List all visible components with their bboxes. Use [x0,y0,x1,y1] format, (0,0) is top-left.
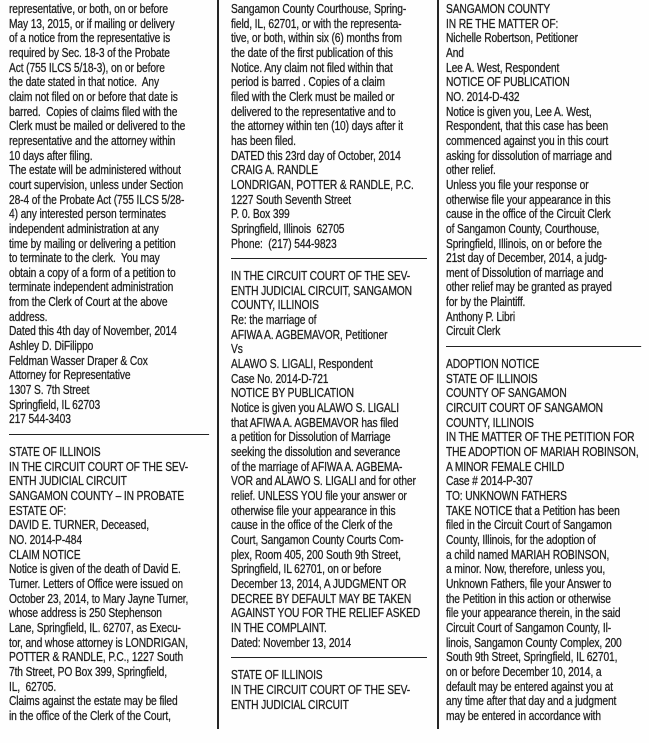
text-line: Attorney for Representative [9,368,131,383]
text-line: address. [9,309,48,324]
text-line: of a notice from the representative is [9,31,171,46]
section-divider-rule [231,258,427,259]
text-line: may be entered in accordance with [446,708,601,723]
text-line: TO: UNKNOWN FATHERS [446,489,567,503]
mariah-robinson-adoption-notice [446,357,647,723]
text-line: IN THE CIRCUIT COURT OF THE SEV- [231,269,411,284]
turner-claim-notice-continuation [231,2,433,251]
text-line: claim not filed on or before that date is [9,89,178,104]
text-line: Anthony P. Libri [446,309,516,324]
text-line: in the office of the Clerk of the Court, [9,708,171,723]
text-line: Nichelle Robertson, Petitioner [446,31,578,46]
text-line: ENTH JUDICIAL CIRCUIT [231,697,349,712]
text-line: barred. Copies of claims filed with the [9,104,178,119]
text-line: LONDRIGAN, POTTER & RANDLE, P.C. [231,177,414,192]
text-line: commenced against you in this court [446,133,609,148]
robertson-west-notice-of-publication [446,2,647,339]
notices-column-3 [446,2,647,724]
agbemavor-ligali-notice-by-publication [231,269,433,650]
text-line: IN THE MATTER OF THE PETITION FOR [446,430,635,445]
column-3-content [446,2,647,724]
text-line: Lane, Springfield, IL. 62707, as Execu- [9,620,181,635]
text-line: Vs [231,342,243,357]
text-line: 217 544-3403 [9,412,71,427]
text-line: terminate independent administration [9,280,174,295]
column-divider-rule-2 [437,0,439,729]
text-line: the date stated in that notice. Any [9,75,160,90]
text-line: COUNTY, ILLINOIS [231,298,319,313]
text-line: a child named MARIAH ROBINSON, [446,547,610,562]
text-line: CLAIM NOTICE [9,547,81,562]
text-line: Turner. Letters of Office were issued on [9,576,183,591]
text-line: tive, or both, within six (6) months from [231,31,402,46]
text-line: Court, Sangamon County Courts Com- [231,532,404,547]
text-line: asking for dissolution of marriage and [446,148,612,163]
text-line: Springfield, Illinois, on or before the [446,236,602,251]
text-line: CIRCUIT COURT OF SANGAMON [446,401,603,416]
text-line: The estate will be administered without [9,163,181,178]
text-line: the Petition in this action or otherwise [446,591,611,606]
text-line: otherwise file your appearance in this [231,503,396,518]
text-line: A MINOR FEMALE CHILD [446,459,565,474]
text-line: time by mailing or delivering a petition [9,236,176,251]
text-line: other relief may be granted as prayed [446,280,612,295]
text-line: filed with the Clerk must be mailed or [231,89,395,104]
text-line: 7th Street, PO Box 399, Springfield, [9,664,167,679]
text-line: May 13, 2015, or if mailing or delivery [9,16,175,31]
text-line: Springfield, Illinois 62705 [231,221,345,236]
turner-estate-claim-notice [9,445,215,723]
text-line: default may be entered against you at [446,679,613,694]
text-line: file your appearance therein, in the said [446,606,621,621]
text-line: SANGAMON COUNTY – IN PROBATE [9,489,185,503]
text-line: any time after that day and a judgment [446,694,617,709]
text-line: 28-4 of the Probate Act (755 ILCS 5/28- [9,192,185,207]
text-line: 21st day of December, 2014, a judg- [446,251,607,266]
text-line: of Sangamon County, Courthouse, [446,221,600,236]
text-line: tor, and whose attorney is LONDRIGAN, [9,635,188,650]
text-line: Ashley D. DiFilippo [9,339,94,354]
text-line: IN THE COMPLAINT. [231,620,327,635]
text-line: CRAIG A. RANDLE [231,163,319,178]
text-line: Notice. Any claim not filed within that [231,60,393,75]
text-line: Unknown Fathers, file your Answer to [446,576,612,591]
text-line: Springfield, IL 62703 [9,397,101,412]
text-line: AFIWA A. AGBEMAVOR, Petitioner [231,327,388,342]
text-line: NOTICE BY PUBLICATION [231,386,354,401]
text-line: DECREE BY DEFAULT MAY BE TAKEN [231,591,412,606]
text-line: 4) any interested person terminates [9,207,166,222]
text-line: Unless you file your response or [446,177,589,192]
text-line: DATED this 23rd day of October, 2014 [231,148,401,163]
text-line: other relief. [446,163,496,178]
text-line: plex, Room 405, 200 South 9th Street, [231,547,401,562]
text-line: on or before December 10, 2014, a [446,664,602,679]
text-line: 1307 S. 7th Street [9,383,90,398]
text-line: IL, 62705. [9,679,57,694]
text-line: Case No. 2014-D-721 [231,371,329,386]
text-line: the date of the first publication of this [231,45,393,60]
text-line: cause in the office of the Clerk of the [231,518,393,533]
text-line: NO. 2014-P-484 [9,532,82,547]
text-line: obtain a copy of a form of a petition to [9,265,176,280]
text-line: seeking the dissolution and severance [231,445,401,460]
text-line: COUNTY OF SANGAMON [446,386,567,401]
text-line: December 13, 2014, A JUDGMENT OR [231,576,407,591]
notices-column-2 [231,2,433,712]
text-line: Feldman Wasser Draper & Cox [9,353,148,368]
text-line: IN THE CIRCUIT COURT OF THE SEV- [9,459,189,474]
text-line: otherwise file your appearance in this [446,192,611,207]
text-line: to terminate to the clerk. You may [9,251,160,266]
section-divider-rule [231,657,427,658]
text-line: Phone: (217) 544-9823 [231,236,337,251]
text-line: County, Illinois, for the adoption of [446,532,596,547]
text-line: ESTATE OF: [9,503,67,518]
text-line: from the Clerk of Court at the above [9,295,168,310]
text-line: of the marriage of AFIWA A. AGBEMA- [231,459,403,474]
text-line: has been filed. [231,133,296,148]
text-line: that AFIWA A. AGBEMAVOR has filed [231,415,399,430]
text-line: South 9th Street, Springfield, IL 62701, [446,650,618,665]
text-line: Lee A. West, Respondent [446,60,560,75]
text-line: independent administration at any [9,221,159,236]
text-line: period is barred . Copies of a claim [231,75,385,90]
text-line: Clerk must be mailed or delivered to the [9,119,186,134]
text-line: 10 days after filing. [9,148,93,163]
section-divider-rule [446,346,641,347]
text-line: Respondent, that this case has been [446,119,609,134]
text-line: cause in the office of the Circuit Clerk [446,207,611,222]
column-divider-rule-1 [217,0,219,729]
text-line: TAKE NOTICE that a Petition has been [446,503,620,518]
text-line: Notice is given you, Lee A. West, [446,104,592,119]
column-1-content [9,2,215,724]
text-line: filed in the Circuit Court of Sangamon [446,518,612,533]
text-line: Re: the marriage of [231,313,317,328]
text-line: Sangamon County Courthouse, Spring- [231,2,407,16]
text-line: AGAINST YOU FOR THE RELIEF ASKED [231,606,421,621]
text-line: Springfield, IL 62701, on or before [231,562,382,577]
text-line: POTTER & RANDLE, P.C., 1227 South [9,650,184,665]
text-line: Case # 2014-P-307 [446,474,533,489]
text-line: Act (755 ILCS 5/18-3), on or before [9,60,165,75]
robertson-west-notice-header [231,668,433,712]
text-line: COUNTY, ILLINOIS [446,415,534,430]
text-line: linois, Sangamon County Complex, 200 [446,635,622,650]
notices-column-1 [9,2,215,724]
text-line: Dated: November 13, 2014 [231,635,352,650]
text-line: NOTICE OF PUBLICATION [446,75,570,90]
text-line: representative and the attorney within [9,133,176,148]
text-line: P. 0. Box 399 [231,207,290,222]
text-line: THE ADOPTION OF MARIAH ROBINSON, [446,445,639,460]
text-line: delivered to the representative and to [231,104,396,119]
text-line: VOR and ALAWO S. LIGALI and for other [231,474,416,489]
text-line: DAVID E. TURNER, Deceased, [9,518,149,533]
section-divider-rule [9,434,209,435]
text-line: ADOPTION NOTICE [446,357,540,372]
text-line: IN THE CIRCUIT COURT OF THE SEV- [231,682,411,697]
text-line: relief. UNLESS YOU file your answer or [231,489,407,503]
text-line: ment of Dissolution of marriage and [446,265,604,280]
text-line: STATE OF ILLINOIS [9,445,101,460]
text-line: Claims against the estate may be filed [9,694,178,709]
text-line: Circuit Court of Sangamon County, Il- [446,620,612,635]
text-line: for by the Plaintiff. [446,295,526,310]
difilippo-estate-claim-notice-continuation [9,2,215,427]
text-line: a petition for Dissolution of Marriage [231,430,391,445]
text-line: ALAWO S. LIGALI, Respondent [231,357,373,372]
text-line: required by Sec. 18-3 of the Probate [9,45,170,60]
text-line: STATE OF ILLINOIS [446,371,538,386]
text-line: a minor. Now, therefore, unless you, [446,562,606,577]
text-line: ENTH JUDICIAL CIRCUIT [9,474,127,489]
text-line: NO. 2014-D-432 [446,89,520,104]
text-line: Circuit Clerk [446,324,501,339]
text-line: IN RE THE MATTER OF: [446,16,559,31]
text-line: SANGAMON COUNTY [446,2,551,16]
text-line: field, IL, 62701, or with the representa- [231,16,402,31]
text-line: representative, or both, on or before [9,2,168,16]
text-line: STATE OF ILLINOIS [231,668,323,683]
column-2-content [231,2,433,712]
text-line: whose address is 250 Stephenson [9,606,162,621]
text-line: court supervision, unless under Section [9,177,184,192]
text-line: Notice is given you ALAWO S. LIGALI [231,401,399,416]
text-line: And [446,45,464,60]
text-line: October 23, 2014, to Mary Jayne Turner, [9,591,189,606]
text-line: 1227 South Seventh Street [231,192,352,207]
text-line: ENTH JUDICIAL CIRCUIT, SANGAMON [231,283,412,298]
text-line: the attorney within ten (10) days after it [231,119,404,134]
text-line: Notice is given of the death of David E. [9,562,181,577]
text-line: Dated this 4th day of November, 2014 [9,324,177,339]
